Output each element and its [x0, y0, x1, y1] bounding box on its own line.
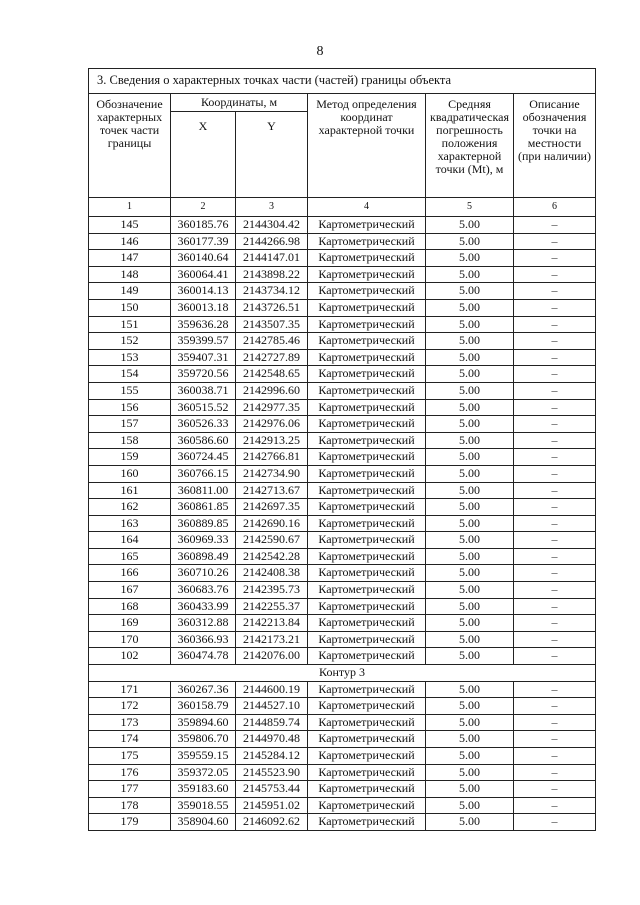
table-row	[89, 449, 596, 466]
table-row	[89, 698, 596, 715]
x-cell: 360064.41	[171, 266, 236, 283]
y-cell: 2142076.00	[236, 648, 308, 665]
section-title-row	[89, 69, 596, 94]
y-cell: 2142996.60	[236, 382, 308, 399]
x-cell: 360433.99	[171, 598, 236, 615]
method-cell: Картометрический	[308, 681, 426, 698]
header-accuracy: Средняя квадратическая погрешность положения характерной точки (Mt), м	[426, 94, 514, 198]
table-row	[89, 432, 596, 449]
method-cell: Картометрический	[308, 648, 426, 665]
table-row	[89, 781, 596, 798]
point-cell: 177	[89, 781, 171, 798]
table-row	[89, 250, 596, 267]
column-number: 5	[426, 198, 514, 217]
point-cell: 174	[89, 731, 171, 748]
x-cell: 360515.52	[171, 399, 236, 416]
accuracy-cell: 5.00	[426, 449, 514, 466]
method-cell: Картометрический	[308, 781, 426, 798]
method-cell: Картометрический	[308, 349, 426, 366]
method-cell: Картометрический	[308, 482, 426, 499]
method-cell: Картометрический	[308, 432, 426, 449]
accuracy-cell: 5.00	[426, 465, 514, 482]
accuracy-cell: 5.00	[426, 748, 514, 765]
description-cell: –	[514, 532, 596, 549]
method-cell: Картометрический	[308, 582, 426, 599]
method-cell: Картометрический	[308, 283, 426, 300]
description-cell: –	[514, 698, 596, 715]
accuracy-cell: 5.00	[426, 316, 514, 333]
method-cell: Картометрический	[308, 548, 426, 565]
table-row	[89, 465, 596, 482]
x-cell: 359636.28	[171, 316, 236, 333]
table-row	[89, 299, 596, 316]
method-cell: Картометрический	[308, 631, 426, 648]
point-cell: 168	[89, 598, 171, 615]
x-cell: 360013.18	[171, 299, 236, 316]
description-cell: –	[514, 565, 596, 582]
accuracy-cell: 5.00	[426, 615, 514, 632]
x-cell: 359806.70	[171, 731, 236, 748]
y-cell: 2143726.51	[236, 299, 308, 316]
y-cell: 2142734.90	[236, 465, 308, 482]
point-cell: 157	[89, 416, 171, 433]
accuracy-cell: 5.00	[426, 565, 514, 582]
x-cell: 360889.85	[171, 515, 236, 532]
point-cell: 153	[89, 349, 171, 366]
table-row	[89, 382, 596, 399]
description-cell: –	[514, 233, 596, 250]
y-cell: 2144266.98	[236, 233, 308, 250]
y-cell: 2142548.65	[236, 366, 308, 383]
method-cell: Картометрический	[308, 748, 426, 765]
accuracy-cell: 5.00	[426, 681, 514, 698]
y-cell: 2142913.25	[236, 432, 308, 449]
y-cell: 2143507.35	[236, 316, 308, 333]
x-cell: 360861.85	[171, 499, 236, 516]
table-row	[89, 283, 596, 300]
point-cell: 146	[89, 233, 171, 250]
method-cell: Картометрический	[308, 316, 426, 333]
table-row	[89, 532, 596, 549]
point-cell: 150	[89, 299, 171, 316]
y-cell: 2142713.67	[236, 482, 308, 499]
y-cell: 2142690.16	[236, 515, 308, 532]
description-cell: –	[514, 714, 596, 731]
method-cell: Картометрический	[308, 416, 426, 433]
x-cell: 359559.15	[171, 748, 236, 765]
description-cell: –	[514, 449, 596, 466]
description-cell: –	[514, 781, 596, 798]
header-y: Y	[236, 112, 308, 198]
accuracy-cell: 5.00	[426, 349, 514, 366]
accuracy-cell: 5.00	[426, 482, 514, 499]
accuracy-cell: 5.00	[426, 499, 514, 516]
point-cell: 158	[89, 432, 171, 449]
y-cell: 2144527.10	[236, 698, 308, 715]
contour-label: Контур 3	[89, 665, 596, 682]
point-cell: 165	[89, 548, 171, 565]
point-cell: 155	[89, 382, 171, 399]
column-number: 4	[308, 198, 426, 217]
table-row	[89, 814, 596, 831]
description-cell: –	[514, 515, 596, 532]
header-x: X	[171, 112, 236, 198]
x-cell: 360811.00	[171, 482, 236, 499]
description-cell: –	[514, 366, 596, 383]
accuracy-cell: 5.00	[426, 416, 514, 433]
header-point: Обозначение характерных точек части границы	[89, 94, 171, 198]
table-row	[89, 399, 596, 416]
accuracy-cell: 5.00	[426, 598, 514, 615]
table-row	[89, 499, 596, 516]
accuracy-cell: 5.00	[426, 582, 514, 599]
description-cell: –	[514, 631, 596, 648]
method-cell: Картометрический	[308, 499, 426, 516]
table-row	[89, 233, 596, 250]
table-row	[89, 266, 596, 283]
accuracy-cell: 5.00	[426, 781, 514, 798]
point-cell: 102	[89, 648, 171, 665]
y-cell: 2145284.12	[236, 748, 308, 765]
x-cell: 359407.31	[171, 349, 236, 366]
method-cell: Картометрический	[308, 449, 426, 466]
accuracy-cell: 5.00	[426, 382, 514, 399]
x-cell: 359399.57	[171, 333, 236, 350]
point-cell: 172	[89, 698, 171, 715]
description-cell: –	[514, 217, 596, 234]
method-cell: Картометрический	[308, 465, 426, 482]
description-cell: –	[514, 399, 596, 416]
accuracy-cell: 5.00	[426, 764, 514, 781]
x-cell: 359720.56	[171, 366, 236, 383]
table-row	[89, 565, 596, 582]
description-cell: –	[514, 748, 596, 765]
y-cell: 2142395.73	[236, 582, 308, 599]
column-number: 1	[89, 198, 171, 217]
y-cell: 2142727.89	[236, 349, 308, 366]
point-cell: 164	[89, 532, 171, 549]
y-cell: 2143734.12	[236, 283, 308, 300]
method-cell: Картометрический	[308, 565, 426, 582]
accuracy-cell: 5.00	[426, 217, 514, 234]
accuracy-cell: 5.00	[426, 698, 514, 715]
table-row	[89, 714, 596, 731]
accuracy-cell: 5.00	[426, 797, 514, 814]
point-cell: 162	[89, 499, 171, 516]
description-cell: –	[514, 582, 596, 599]
table-row	[89, 416, 596, 433]
point-cell: 154	[89, 366, 171, 383]
point-cell: 171	[89, 681, 171, 698]
header-row	[89, 94, 596, 112]
method-cell: Картометрический	[308, 333, 426, 350]
method-cell: Картометрический	[308, 714, 426, 731]
x-cell: 359018.55	[171, 797, 236, 814]
point-cell: 160	[89, 465, 171, 482]
point-cell: 145	[89, 217, 171, 234]
y-cell: 2142785.46	[236, 333, 308, 350]
description-cell: –	[514, 349, 596, 366]
point-cell: 173	[89, 714, 171, 731]
table-row	[89, 366, 596, 383]
x-cell: 360312.88	[171, 615, 236, 632]
table-row	[89, 548, 596, 565]
description-cell: –	[514, 299, 596, 316]
table-row	[89, 515, 596, 532]
accuracy-cell: 5.00	[426, 432, 514, 449]
x-cell: 359894.60	[171, 714, 236, 731]
accuracy-cell: 5.00	[426, 548, 514, 565]
point-cell: 175	[89, 748, 171, 765]
method-cell: Картометрический	[308, 382, 426, 399]
table-row	[89, 316, 596, 333]
accuracy-cell: 5.00	[426, 366, 514, 383]
method-cell: Картометрический	[308, 814, 426, 831]
x-cell: 360766.15	[171, 465, 236, 482]
description-cell: –	[514, 548, 596, 565]
accuracy-cell: 5.00	[426, 233, 514, 250]
description-cell: –	[514, 764, 596, 781]
point-cell: 161	[89, 482, 171, 499]
y-cell: 2145523.90	[236, 764, 308, 781]
description-cell: –	[514, 283, 596, 300]
description-cell: –	[514, 333, 596, 350]
x-cell: 360185.76	[171, 217, 236, 234]
y-cell: 2144600.19	[236, 681, 308, 698]
y-cell: 2142255.37	[236, 598, 308, 615]
x-cell: 360177.39	[171, 233, 236, 250]
method-cell: Картометрический	[308, 615, 426, 632]
description-cell: –	[514, 482, 596, 499]
y-cell: 2142766.81	[236, 449, 308, 466]
method-cell: Картометрический	[308, 598, 426, 615]
x-cell: 360898.49	[171, 548, 236, 565]
point-cell: 179	[89, 814, 171, 831]
point-cell: 178	[89, 797, 171, 814]
table-row	[89, 731, 596, 748]
table-row	[89, 748, 596, 765]
method-cell: Картометрический	[308, 299, 426, 316]
table-row	[89, 764, 596, 781]
accuracy-cell: 5.00	[426, 714, 514, 731]
accuracy-cell: 5.00	[426, 283, 514, 300]
method-cell: Картометрический	[308, 515, 426, 532]
point-cell: 148	[89, 266, 171, 283]
method-cell: Картометрический	[308, 698, 426, 715]
accuracy-cell: 5.00	[426, 399, 514, 416]
header-description: Описание обозначения точки на местности (при наличии)	[514, 94, 596, 198]
accuracy-cell: 5.00	[426, 631, 514, 648]
table-row	[89, 482, 596, 499]
method-cell: Картометрический	[308, 797, 426, 814]
table-row	[89, 631, 596, 648]
y-cell: 2144970.48	[236, 731, 308, 748]
table-row	[89, 797, 596, 814]
column-number: 3	[236, 198, 308, 217]
point-cell: 149	[89, 283, 171, 300]
point-cell: 159	[89, 449, 171, 466]
y-cell: 2142173.21	[236, 631, 308, 648]
point-cell: 166	[89, 565, 171, 582]
description-cell: –	[514, 499, 596, 516]
accuracy-cell: 5.00	[426, 515, 514, 532]
x-cell: 360526.33	[171, 416, 236, 433]
x-cell: 360140.64	[171, 250, 236, 267]
x-cell: 358904.60	[171, 814, 236, 831]
method-cell: Картометрический	[308, 366, 426, 383]
y-cell: 2142590.67	[236, 532, 308, 549]
y-cell: 2144304.42	[236, 217, 308, 234]
x-cell: 360014.13	[171, 283, 236, 300]
y-cell: 2144859.74	[236, 714, 308, 731]
description-cell: –	[514, 250, 596, 267]
x-cell: 360474.78	[171, 648, 236, 665]
x-cell: 359183.60	[171, 781, 236, 798]
y-cell: 2142408.38	[236, 565, 308, 582]
point-cell: 156	[89, 399, 171, 416]
contour-row	[89, 665, 596, 682]
method-cell: Картометрический	[308, 764, 426, 781]
accuracy-cell: 5.00	[426, 266, 514, 283]
method-cell: Картометрический	[308, 266, 426, 283]
y-cell: 2146092.62	[236, 814, 308, 831]
column-number: 2	[171, 198, 236, 217]
y-cell: 2145753.44	[236, 781, 308, 798]
y-cell: 2143898.22	[236, 266, 308, 283]
table-row	[89, 217, 596, 234]
description-cell: –	[514, 432, 596, 449]
description-cell: –	[514, 681, 596, 698]
accuracy-cell: 5.00	[426, 250, 514, 267]
description-cell: –	[514, 316, 596, 333]
point-cell: 152	[89, 333, 171, 350]
x-cell: 360683.76	[171, 582, 236, 599]
y-cell: 2142977.35	[236, 399, 308, 416]
x-cell: 359372.05	[171, 764, 236, 781]
y-cell: 2142976.06	[236, 416, 308, 433]
column-number-row	[89, 198, 596, 217]
method-cell: Картометрический	[308, 731, 426, 748]
table-row	[89, 681, 596, 698]
accuracy-cell: 5.00	[426, 532, 514, 549]
description-cell: –	[514, 266, 596, 283]
y-cell: 2144147.01	[236, 250, 308, 267]
accuracy-cell: 5.00	[426, 648, 514, 665]
method-cell: Картометрический	[308, 250, 426, 267]
accuracy-cell: 5.00	[426, 333, 514, 350]
accuracy-cell: 5.00	[426, 299, 514, 316]
point-cell: 176	[89, 764, 171, 781]
accuracy-cell: 5.00	[426, 731, 514, 748]
point-cell: 163	[89, 515, 171, 532]
header-method: Метод определения координат характерной точки	[308, 94, 426, 198]
y-cell: 2142542.28	[236, 548, 308, 565]
method-cell: Картометрический	[308, 399, 426, 416]
table-row	[89, 598, 596, 615]
description-cell: –	[514, 814, 596, 831]
description-cell: –	[514, 615, 596, 632]
x-cell: 360710.26	[171, 565, 236, 582]
table-row	[89, 648, 596, 665]
accuracy-cell: 5.00	[426, 814, 514, 831]
point-cell: 170	[89, 631, 171, 648]
y-cell: 2145951.02	[236, 797, 308, 814]
section-title: 3. Сведения о характерных точках части (частей) границы объекта	[89, 69, 596, 94]
x-cell: 360267.36	[171, 681, 236, 698]
method-cell: Картометрический	[308, 217, 426, 234]
table-row	[89, 349, 596, 366]
y-cell: 2142213.84	[236, 615, 308, 632]
method-cell: Картометрический	[308, 233, 426, 250]
x-cell: 360366.93	[171, 631, 236, 648]
header-coordinates: Координаты, м	[171, 94, 308, 112]
description-cell: –	[514, 797, 596, 814]
table-row	[89, 582, 596, 599]
x-cell: 360969.33	[171, 532, 236, 549]
description-cell: –	[514, 731, 596, 748]
method-cell: Картометрический	[308, 532, 426, 549]
point-cell: 147	[89, 250, 171, 267]
table-row	[89, 333, 596, 350]
description-cell: –	[514, 648, 596, 665]
x-cell: 360038.71	[171, 382, 236, 399]
column-number: 6	[514, 198, 596, 217]
boundary-points-table	[88, 68, 596, 831]
description-cell: –	[514, 465, 596, 482]
description-cell: –	[514, 382, 596, 399]
table-row	[89, 615, 596, 632]
description-cell: –	[514, 416, 596, 433]
point-cell: 151	[89, 316, 171, 333]
point-cell: 169	[89, 615, 171, 632]
description-cell: –	[514, 598, 596, 615]
y-cell: 2142697.35	[236, 499, 308, 516]
x-cell: 360586.60	[171, 432, 236, 449]
x-cell: 360158.79	[171, 698, 236, 715]
x-cell: 360724.45	[171, 449, 236, 466]
page-number: 8	[316, 44, 324, 59]
point-cell: 167	[89, 582, 171, 599]
